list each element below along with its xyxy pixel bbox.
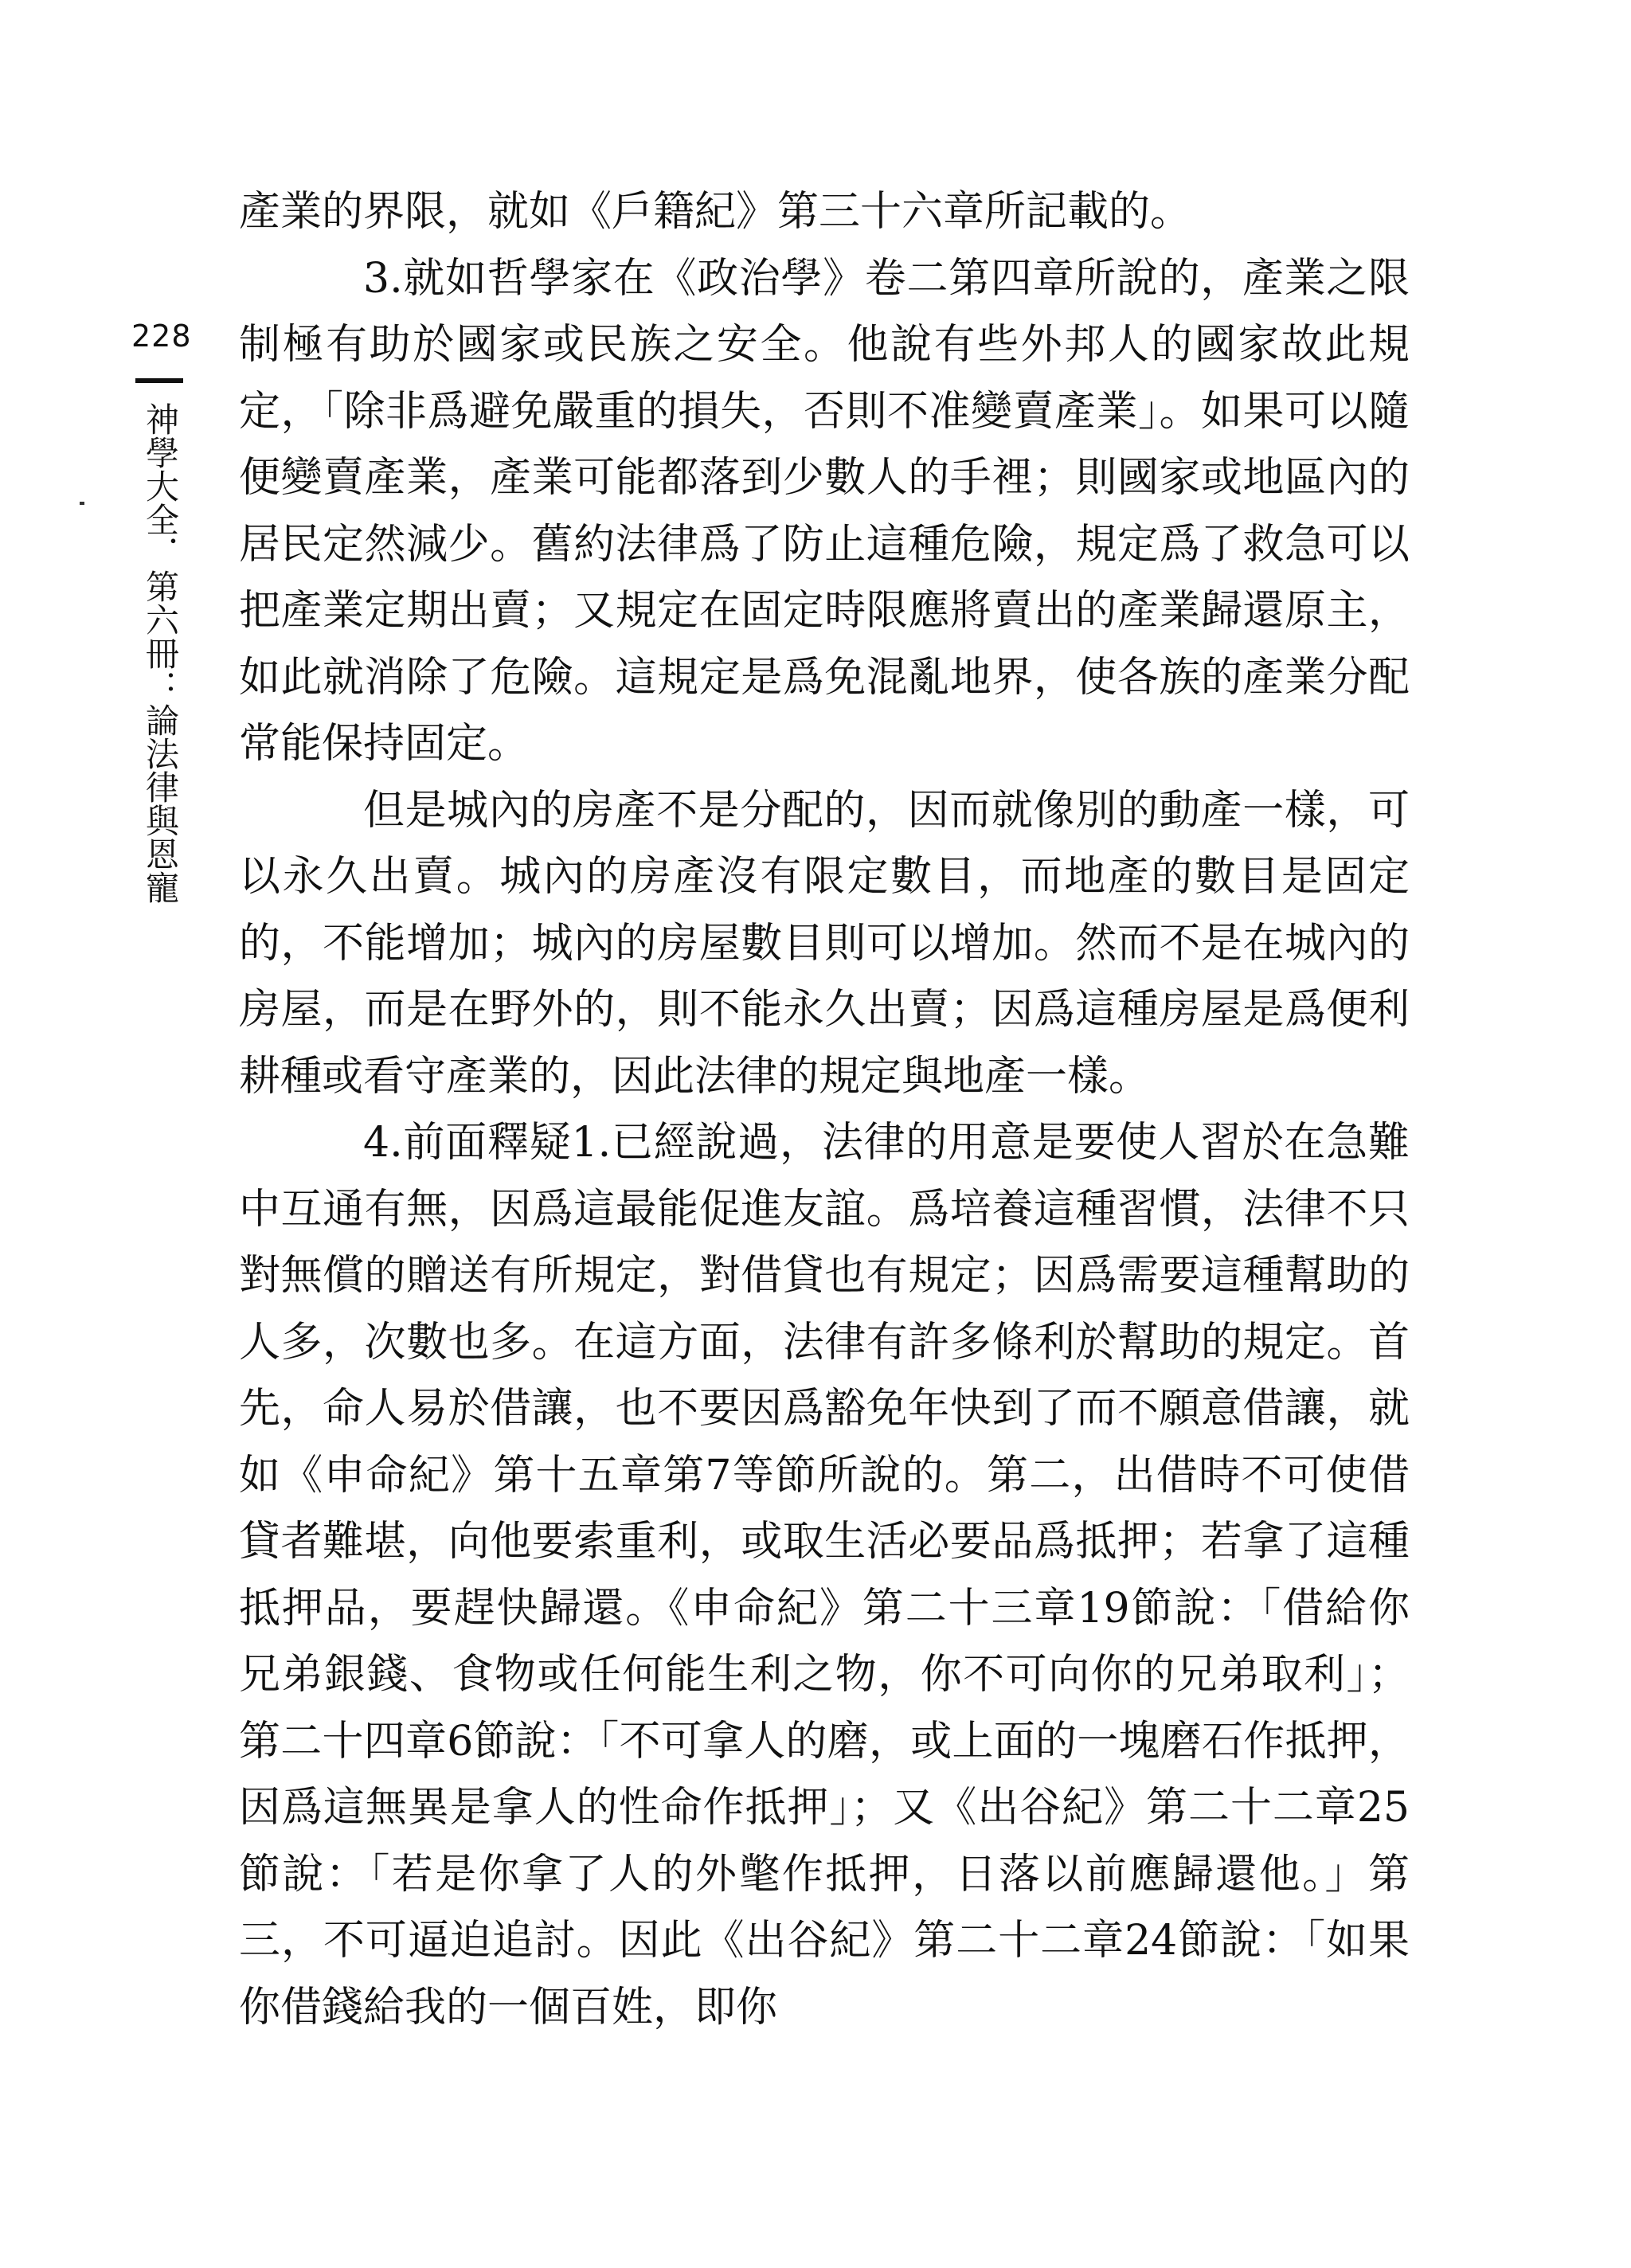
- running-title: 神學大全．第六冊：論法律與恩寵: [141, 402, 180, 904]
- header-rule: [135, 378, 183, 383]
- paragraph-reply-4: 4.前面釋疑1.已經說過，法律的用意是要使人習於在急難中互通有無，因爲這最能促進友誼。爲培養這種習慣，法律不只對無償的贈送有所規定，對借貸也有規定；因爲需要這種幫助的人多，次數也多。在這方面，法律有許多條利於幫助的規定。首先，命人易於借讓，也不要因爲豁免年快到了而不願意借讓，就如《申命紀》第十五章第7等節所說的。第二，出借時不可使借貸者難堪，向他要索重利，或取生活必要品爲抵押；若拿了這種抵押品，要趕快歸還。《申命紀》第二十三章19節說：「借給你兄弟銀錢、食物或任何能生利之物，你不可向你的兄弟取利」；第二十四章6節說：「不可拿人的磨，或上面的一塊磨石作抵押，因爲這無異是拿人的性命作抵押」；又《出谷紀》第二十二章25節說：「若是你拿了人的外氅作抵押，日落以前應歸還他。」第三，不可逼迫追討。因此《出谷紀》第二十二章24節說：「如果你借錢給我的一個百姓，即你: [239, 1119, 1410, 2031]
- body-text: [239, 179, 1410, 2041]
- scan-speck: [80, 502, 84, 505]
- page-number: 228: [131, 319, 192, 354]
- paragraph-city-houses: 但是城內的房產不是分配的，因而就像別的動產一樣，可以永久出賣。城內的房產沒有限定數目，而地產的數目是固定的，不能增加；城內的房屋數目則可以增加。然而不是在城內的房屋，而是在野外的，則不能永久出賣；因爲這種房屋是爲便利耕種或看守產業的，因此法律的規定與地產一樣。: [239, 786, 1410, 1101]
- paragraph-reply-3: 3.就如哲學家在《政治學》卷二第四章所說的，產業之限制極有助於國家或民族之安全。他說有些外邦人的國家故此規定，「除非爲避免嚴重的損失，否則不准變賣產業」。如果可以隨便變賣產業，產業可能都落到少數人的手裡；則國家或地區內的居民定然減少。舊約法律爲了防止這種危險，規定爲了救急可以把產業定期出賣；又規定在固定時限應將賣出的產業歸還原主，如此就消除了危險。這規定是爲免混亂地界，使各族的產業分配常能保持固定。: [239, 254, 1410, 768]
- paragraph-continuation: 產業的界限，就如《戶籍紀》第三十六章所記載的。: [239, 188, 1192, 236]
